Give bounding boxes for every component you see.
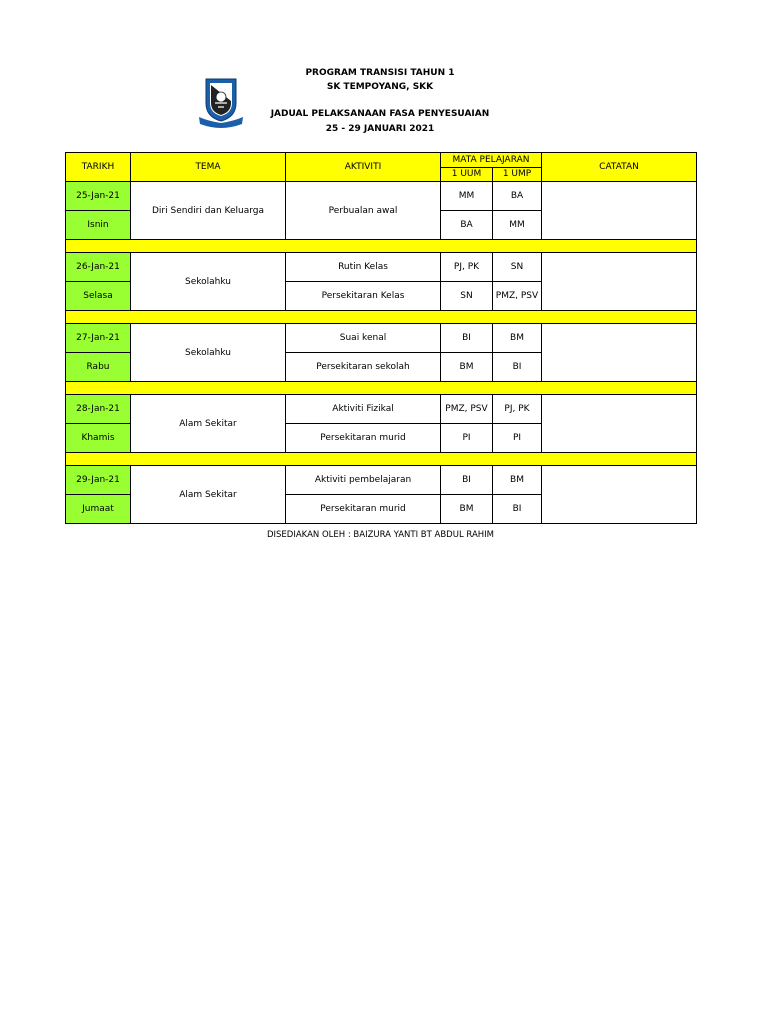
ump-cell: PMZ, PSV xyxy=(493,282,542,311)
day-cell: Isnin xyxy=(66,211,131,240)
aktiviti-cell: Persekitaran murid xyxy=(286,424,441,453)
table-row xyxy=(66,253,697,282)
ump-cell: MM xyxy=(493,211,542,240)
table-row xyxy=(66,466,697,495)
uum-cell: BM xyxy=(441,495,493,524)
aktiviti-cell: Aktiviti Fizikal xyxy=(286,395,441,424)
ump-cell: BI xyxy=(493,495,542,524)
date-cell: 26-Jan-21 xyxy=(66,253,131,282)
table-row xyxy=(66,324,697,353)
school-crest-icon xyxy=(198,77,244,129)
schedule-dates: 25 - 29 JANUARI 2021 xyxy=(325,124,435,134)
catatan-cell xyxy=(542,253,697,311)
aktiviti-cell: Persekitaran murid xyxy=(286,495,441,524)
col-tema-header: TEMA xyxy=(131,153,286,182)
ump-cell: PI xyxy=(493,424,542,453)
date-cell: 29-Jan-21 xyxy=(66,466,131,495)
aktiviti-cell: Aktiviti pembelajaran xyxy=(286,466,441,495)
col-catatan-header: CATATAN xyxy=(542,153,697,182)
col-ump-header: 1 UMP xyxy=(493,167,542,182)
aktiviti-cell: Persekitaran sekolah xyxy=(286,353,441,382)
catatan-cell xyxy=(542,324,697,382)
tema-cell: Diri Sendiri dan Keluarga xyxy=(131,182,286,240)
day-cell: Jumaat xyxy=(66,495,131,524)
day-cell: Khamis xyxy=(66,424,131,453)
catatan-cell xyxy=(542,466,697,524)
col-mata-pelajaran-header: MATA PELAJARAN xyxy=(441,153,542,168)
aktiviti-cell: Suai kenal xyxy=(286,324,441,353)
prepared-by-note: DISEDIAKAN OLEH : BAIZURA YANTI BT ABDUL RAHIM xyxy=(266,530,494,540)
uum-cell: BA xyxy=(441,211,493,240)
table-row xyxy=(66,395,697,424)
schedule-table xyxy=(65,152,697,524)
ump-cell: SN xyxy=(493,253,542,282)
table-row xyxy=(66,182,697,211)
date-cell: 28-Jan-21 xyxy=(66,395,131,424)
uum-cell: BM xyxy=(441,353,493,382)
catatan-cell xyxy=(542,395,697,453)
ump-cell: BA xyxy=(493,182,542,211)
uum-cell: PJ, PK xyxy=(441,253,493,282)
uum-cell: MM xyxy=(441,182,493,211)
separator-row xyxy=(66,311,697,324)
uum-cell: PMZ, PSV xyxy=(441,395,493,424)
tema-cell: Sekolahku xyxy=(131,324,286,382)
catatan-cell xyxy=(542,182,697,240)
school-name: SK TEMPOYANG, SKK xyxy=(326,82,434,92)
day-cell: Rabu xyxy=(66,353,131,382)
col-tarikh-header: TARIKH xyxy=(66,153,131,182)
col-uum-header: 1 UUM xyxy=(441,167,493,182)
separator-row xyxy=(66,240,697,253)
ump-cell: BM xyxy=(493,466,542,495)
separator-row xyxy=(66,453,697,466)
date-cell: 27-Jan-21 xyxy=(66,324,131,353)
uum-cell: SN xyxy=(441,282,493,311)
separator-row xyxy=(66,382,697,395)
ump-cell: BM xyxy=(493,324,542,353)
tema-cell: Alam Sekitar xyxy=(131,466,286,524)
aktiviti-cell: Persekitaran Kelas xyxy=(286,282,441,311)
day-cell: Selasa xyxy=(66,282,131,311)
tema-cell: Alam Sekitar xyxy=(131,395,286,453)
col-aktiviti-header: AKTIVITI xyxy=(286,153,441,182)
uum-cell: BI xyxy=(441,324,493,353)
ump-cell: PJ, PK xyxy=(493,395,542,424)
aktiviti-cell: Rutin Kelas xyxy=(286,253,441,282)
ump-cell: BI xyxy=(493,353,542,382)
uum-cell: PI xyxy=(441,424,493,453)
tema-cell: Sekolahku xyxy=(131,253,286,311)
uum-cell: BI xyxy=(441,466,493,495)
aktiviti-cell: Perbualan awal xyxy=(286,182,441,240)
program-title: PROGRAM TRANSISI TAHUN 1 xyxy=(305,68,455,78)
date-cell: 25-Jan-21 xyxy=(66,182,131,211)
schedule-title: JADUAL PELAKSANAAN FASA PENYESUAIAN xyxy=(270,109,490,119)
